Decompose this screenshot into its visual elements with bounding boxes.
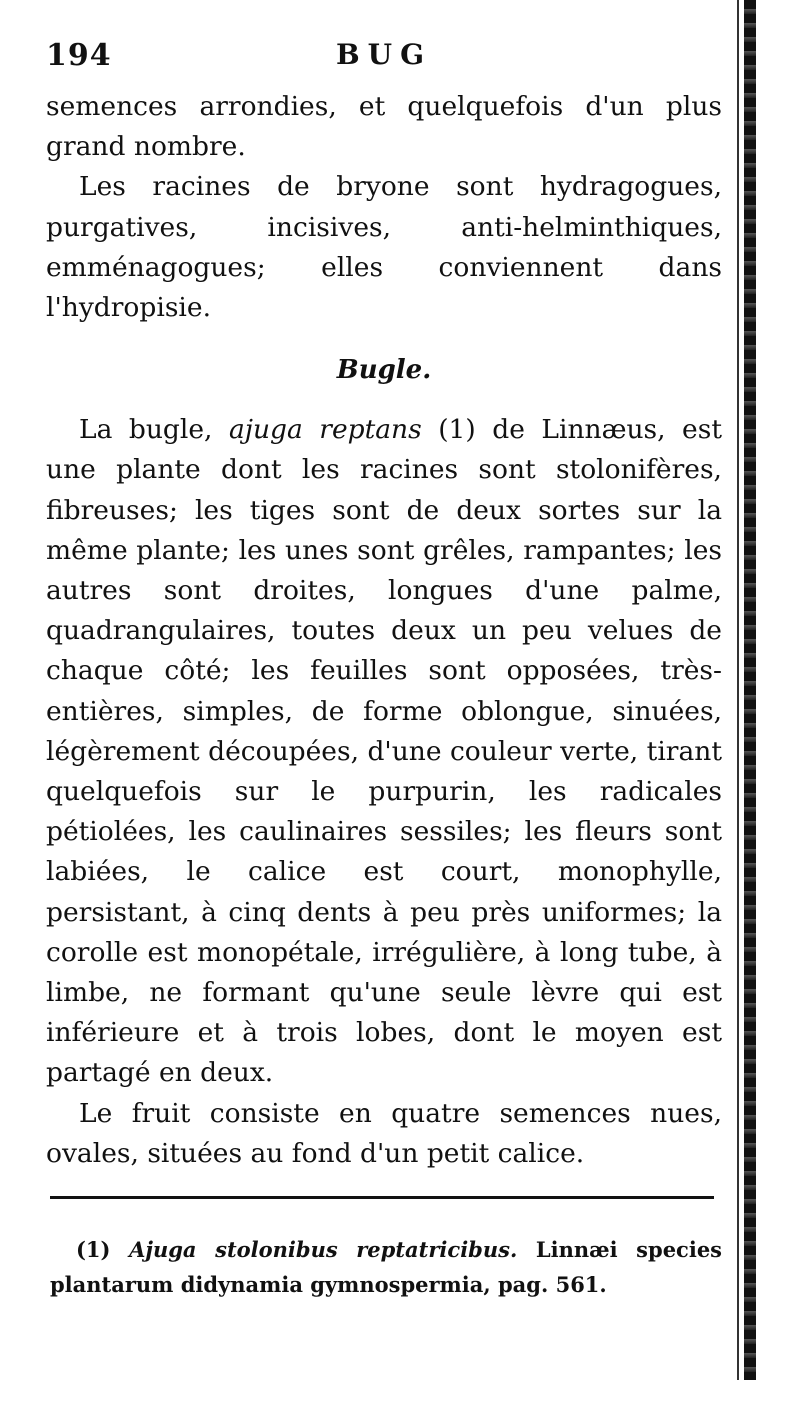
- body-text: [46, 87, 722, 1174]
- paragraph-bugle-start: La bugle,: [79, 414, 229, 446]
- binding-edge: [744, 0, 756, 1380]
- running-head: BUG: [336, 38, 432, 71]
- paragraph-fruit: Le fruit consiste en quatre semences nues, ovales, situées au fond d'un petit calice.: [46, 1097, 722, 1169]
- footnote-marker: (1): [76, 1237, 130, 1262]
- page-edge-line: [737, 0, 739, 1380]
- species-name: ajuga reptans: [228, 414, 422, 446]
- paragraph-bugle-rest: (1) de Linnæus, est une plante dont les racines sont stolonifères, fibreuses; les tiges sont de deux sortes sur la même plante; les unes sont grêles, rampantes; les autres sont droites, longues d'une palme, quadrangulaires, toutes deux un peu velues de chaque côté; les feuilles sont opposées, très-entières, simples, de forme oblongue, sinuées, légèrement découpées, d'une couleur verte, tirant quelquefois sur le purpurin, les radicales pétiolées, les caulinaires sessiles; les fleurs sont labiées, le calice est court, monophylle, persistant, à cinq dents à peu près uniformes; la corolle est monopétale, irrégulière, à long tube, à limbe, ne formant qu'une seule lèvre qui est inférieure et à trois lobes, dont le moyen est partagé en deux.: [46, 414, 722, 1089]
- footnote-rule: [50, 1196, 714, 1199]
- footnote-latin-name: Ajuga stolonibus reptatricibus.: [129, 1237, 518, 1262]
- page-number: 194: [46, 38, 112, 73]
- footnote-reference: Linnæi species plantarum didynamia gymnospermia, pag. 561.: [50, 1237, 722, 1297]
- footnote: [50, 1232, 722, 1302]
- paragraph-continuation: semences arrondies, et quelquefois d'un plus grand nombre.: [46, 91, 722, 163]
- paragraph-bugle: [46, 410, 722, 1093]
- paragraph-bryone: Les racines de bryone sont hydragogues, purgatives, incisives, anti-helminthiques, emménagogues; elles conviennent dans l'hydropisie.: [46, 171, 722, 324]
- section-title: Bugle.: [336, 355, 432, 386]
- page-header: [46, 38, 722, 78]
